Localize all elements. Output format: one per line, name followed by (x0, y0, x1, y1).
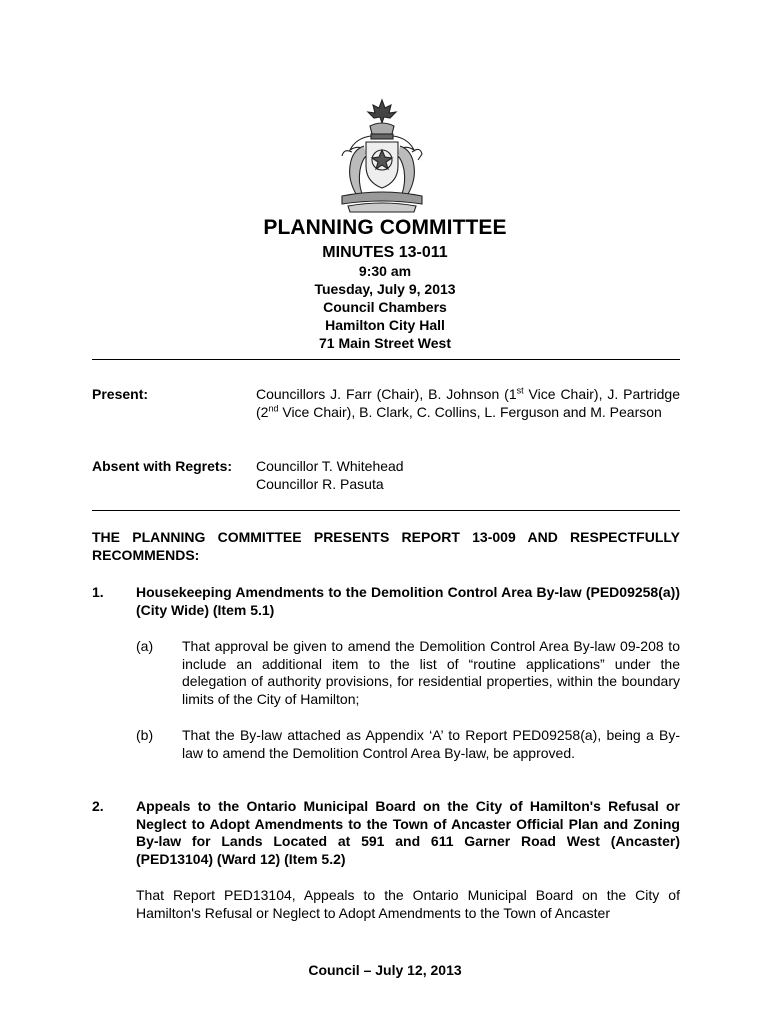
absent-list (256, 458, 404, 493)
meeting-room: Council Chambers (323, 299, 447, 315)
item-body: That Report PED13104, Appeals to the Ontario Municipal Board on the City of Hamilton's Refusal or Neglect to Adopt Amendments to the Town of Ancaster (136, 887, 680, 921)
page-footer: Council – July 12, 2013 (308, 962, 462, 978)
meeting-date: Tuesday, July 9, 2013 (314, 281, 456, 297)
present-list: Councillors J. Farr (Chair), B. Johnson (1st Vice Chair), J. Partridge (2nd Vice Chair), B. Clark, C. Collins, L. Ferguson and M. Pearson (256, 385, 680, 420)
subitem-text: That approval be given to amend the Demolition Control Area By-law 09-208 to include an additional item to the list of “routine applications” under the delegation of authority provisions, for residential properties, within the boundary limits of the City of Hamilton; (182, 638, 680, 707)
item-title: Appeals to the Ontario Municipal Board on the City of Hamilton's Refusal or Neglect to Adopt Amendments to the Town of Ancaster Official Plan and Zoning By-law for Lands Located at 591 and 611 Garner Road West (Ancaster) (PED13104) (Ward 12) (Item 5.2) (136, 798, 680, 867)
absent-member: Councillor T. Whitehead (256, 458, 404, 474)
meeting-address: 71 Main Street West (318, 335, 451, 351)
subitem-text: That the By-law attached as Appendix ‘A’ to Report PED09258(a), being a By-law to amend the Demolition Control Area By-law, be approved. (182, 727, 680, 761)
meeting-details (0, 262, 770, 352)
meeting-building: Hamilton City Hall (325, 317, 445, 333)
item-number: 2. (92, 798, 104, 814)
item-title: Housekeeping Amendments to the Demolition Control Area By-law (PED09258(a)) (City Wide) (Item 5.1) (136, 584, 680, 618)
item-number: 1. (92, 584, 104, 600)
report-heading: THE PLANNING COMMITTEE PRESENTS REPORT 13-009 AND RESPECTFULLY RECOMMENDS: (92, 529, 680, 563)
page-title: PLANNING COMMITTEE (263, 216, 507, 239)
present-label: Present: (92, 386, 149, 402)
subitem-label: (b) (136, 727, 154, 743)
absent-member: Councillor R. Pasuta (256, 475, 384, 492)
divider (92, 510, 680, 511)
minutes-number: MINUTES 13-011 (322, 244, 448, 261)
subitem-label: (a) (136, 638, 154, 654)
divider (92, 359, 680, 360)
meeting-time: 9:30 am (358, 263, 412, 279)
absent-label: Absent with Regrets: (92, 458, 233, 474)
city-crest-logo (326, 96, 438, 214)
